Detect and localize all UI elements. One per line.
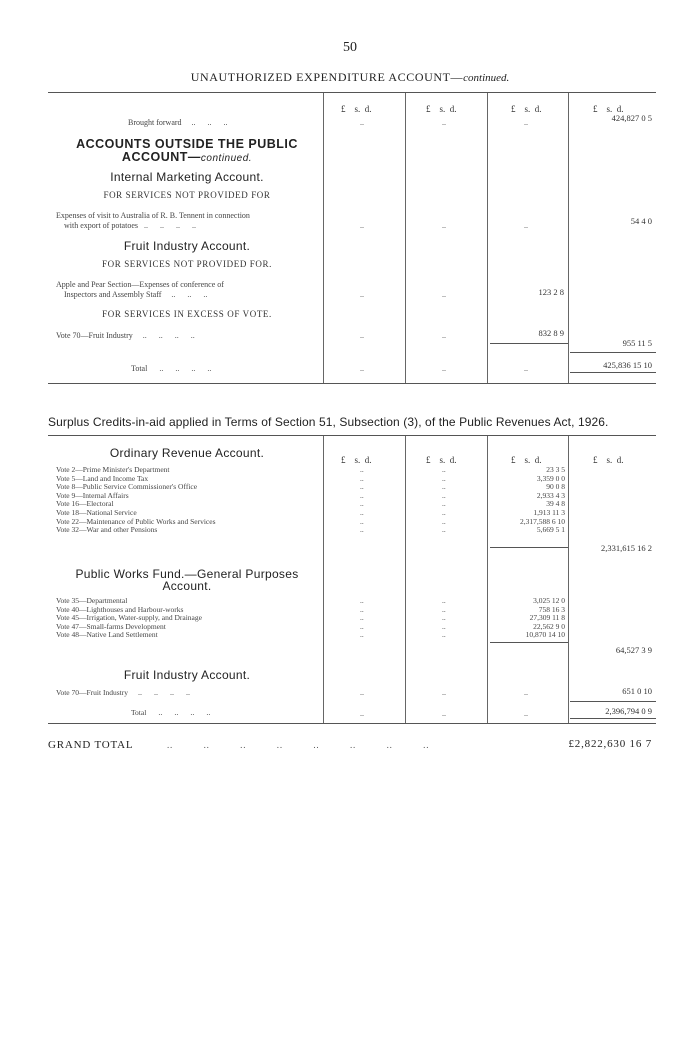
total-row: Total .. .. .. .. <box>131 364 212 373</box>
marketing-item: Expenses of visit to Australia of R. B. Tennent in connection with export of potatoes .. .. .. .. <box>56 211 250 230</box>
pwf-total-amount: 64,527 3 9 <box>615 645 652 655</box>
grand-total-amount: £2,822,630 16 7 <box>568 738 652 750</box>
fruit-vote-row: Vote 70—Fruit Industry .. .. .. .. <box>56 688 190 697</box>
list-item: Vote 18—National Service <box>56 507 137 517</box>
public-works-heading: Public Works Fund.—General Purposes Account. <box>75 567 299 593</box>
total-underline <box>570 718 656 719</box>
marketing-item-amount: 54 4 0 <box>630 216 652 226</box>
col-header: £ s. d. <box>426 455 457 465</box>
amount-cell: 22,562 9 0 <box>533 621 565 631</box>
ordinary-votes-list <box>56 466 216 535</box>
total-row-2: Total .. .. .. .. <box>131 708 211 717</box>
col-divider <box>487 436 488 723</box>
surplus-heading: Surplus Credits-in-aid applied in Terms of Section 51, Subsection (3), of the Public Revenues Act, 1926. <box>48 415 609 429</box>
fruit-item-amount: 123 2 8 <box>538 287 564 297</box>
pwf-votes-list <box>56 597 202 640</box>
list-item: Vote 16—Electoral <box>56 499 114 509</box>
table1-top-rule <box>48 92 656 93</box>
col-divider <box>323 93 324 383</box>
col-header: £ s. d. <box>511 104 542 114</box>
table1-bottom-rule <box>48 383 656 384</box>
total-rule <box>570 701 656 702</box>
fruit-vote-amount: 651 0 10 <box>622 686 652 696</box>
fruit-industry-heading: Fruit Industry Account. <box>123 239 251 253</box>
vote70-row: Vote 70—Fruit Industry .. .. .. .. <box>56 331 195 340</box>
grand-total-label: GRAND TOTAL .. .. .. .. .. .. .. .. <box>48 739 430 751</box>
col-header: £ s. d. <box>593 104 624 114</box>
list-item: Vote 48—Native Land Settlement <box>56 630 158 640</box>
col-divider <box>568 436 569 723</box>
amount-cell: 5,669 5 1 <box>536 525 565 535</box>
marketing-caption: FOR SERVICES NOT PROVIDED FOR <box>103 190 271 200</box>
amount-cell: 1,913 11 3 <box>533 507 565 517</box>
col-header: £ s. d. <box>341 455 372 465</box>
subtotal-rule <box>490 343 568 344</box>
account-title-continued: continued. <box>463 72 510 84</box>
brought-forward-amount: 424,827 0 5 <box>611 113 652 123</box>
amount-cell: 23 3 5 <box>546 465 565 474</box>
col-header: £ s. d. <box>593 455 624 465</box>
internal-marketing-heading: Internal Marketing Account. <box>110 170 264 184</box>
amount-cell: 758 16 3 <box>538 604 565 614</box>
col-divider <box>405 93 406 383</box>
list-item: Vote 40—Lighthouses and Harbour-works <box>56 604 184 614</box>
col-divider <box>405 436 406 723</box>
table2-bottom-rule <box>48 723 656 724</box>
col-header: £ s. d. <box>511 455 542 465</box>
amount-cell: 10,870 14 10 <box>525 630 565 640</box>
fruit-caption: FOR SERVICES NOT PROVIDED FOR. <box>102 259 272 269</box>
subtotal-rule <box>490 547 568 548</box>
fruit-industry-heading-2: Fruit Industry Account. <box>123 668 251 682</box>
list-item: Vote 5—Land and Income Tax <box>56 473 149 483</box>
col-divider <box>487 93 488 383</box>
list-item: Vote 32—War and other Pensions <box>56 525 158 535</box>
amount-cell: 90 0 8 <box>546 482 565 492</box>
subtotal-rule <box>490 642 568 643</box>
list-item: Vote 22—Maintenance of Public Works and Services <box>56 516 216 526</box>
accounts-outside-heading: ACCOUNTS OUTSIDE THE PUBLIC ACCOUNT—continued. <box>76 137 298 164</box>
list-item: Vote 45—Irrigation, Water-supply, and Drainage <box>56 613 202 623</box>
table2-top-rule <box>48 435 656 436</box>
excess-caption: FOR SERVICES IN EXCESS OF VOTE. <box>102 309 272 319</box>
amount-cell: 3,025 12 0 <box>533 596 565 605</box>
list-item: Vote 8—Public Service Commissioner's Office <box>56 482 198 492</box>
ordinary-amounts <box>489 466 565 535</box>
list-item: Vote 2—Prime Minister's Department <box>56 465 170 474</box>
amount-cell: 39 4 8 <box>546 499 565 509</box>
col-divider <box>568 93 569 383</box>
list-item: Vote 47—Small-farms Development <box>56 621 166 631</box>
amount-cell: 3,359 0 0 <box>536 473 565 483</box>
page-title <box>0 70 700 85</box>
col-divider <box>323 436 324 723</box>
col-header: £ s. d. <box>341 104 372 114</box>
total-underline <box>570 372 656 373</box>
table1-total-amount: 425,836 15 10 <box>603 360 652 370</box>
list-item: Vote 35—Departmental <box>56 596 128 605</box>
amount-cell: 27,309 11 8 <box>529 613 565 623</box>
account-title: UNAUTHORIZED EXPENDITURE ACCOUNT— <box>190 70 464 84</box>
fruit-item: Apple and Pear Section—Expenses of conference of Inspectors and Assembly Staff .. .. .. <box>56 280 224 299</box>
vote70-amount: 832 8 9 <box>538 328 564 338</box>
col-header: £ s. d. <box>426 104 457 114</box>
pwf-amounts <box>489 597 565 640</box>
ordinary-total-amount: 2,331,615 16 2 <box>601 543 652 553</box>
table2-total-amount: 2,396,794 0 9 <box>605 706 652 716</box>
amount-cell: 2,933 4 3 <box>536 490 565 500</box>
brought-forward-label: Brought forward .. .. .. <box>128 118 228 127</box>
amount-cell: 2,317,588 6 10 <box>520 516 565 526</box>
total-rule <box>570 352 656 353</box>
page-number: 50 <box>343 40 357 55</box>
fruit-total-amount: 955 11 5 <box>622 338 652 348</box>
list-item: Vote 9—Internal Affairs <box>56 490 129 500</box>
ordinary-revenue-heading: Ordinary Revenue Account. <box>109 446 265 460</box>
